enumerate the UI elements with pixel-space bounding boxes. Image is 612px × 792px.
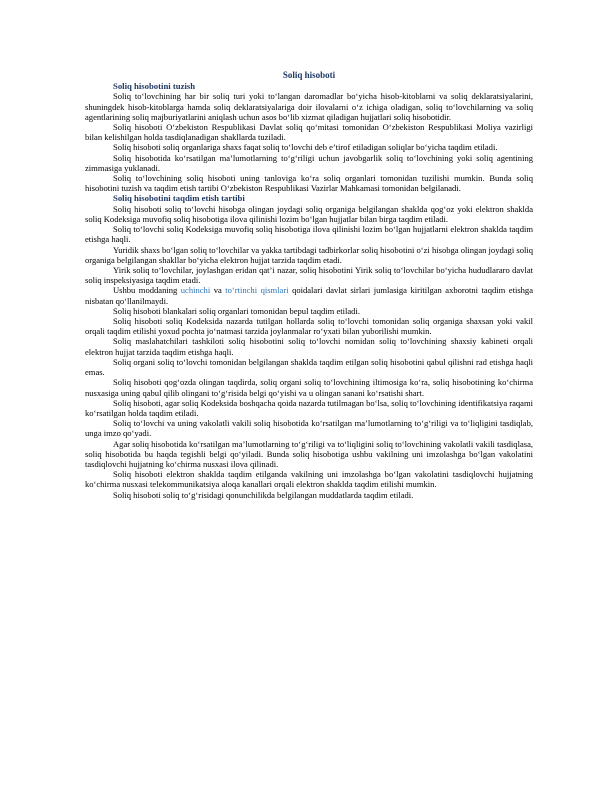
paragraph: Soliq hisoboti blankalari soliq organlari tomonidan bepul taqdim etiladi. [113, 305, 360, 316]
paragraph: Soliq hisoboti O‘zbekiston Respublikasi Davlat soliq qo‘mitasi tomonidan O‘zbekiston Respublikasi Moliya vazirligi bilan kelishilgan holda tasdiqlanadigan shakllarda tuziladi. [85, 122, 533, 143]
paragraph: Soliq hisoboti soliq to‘lovchi hisobga olingan joydagi soliq organiga belgilangan shaklda qog‘oz yoki elektron shaklda soliq Kodeksiga muvofiq soliq hisobotiga ilova qilinishi lozim bo‘lgan hujjatlar bilan birga taqdim etiladi. [85, 203, 533, 225]
document-page [85, 70, 533, 500]
paragraph: Soliq to‘lovchi soliq Kodeksiga muvofiq soliq hisobotiga ilova qilinishi lozim bo‘lgan hujjatlarni elektron shaklda taqdim etishga haqli. [85, 224, 533, 245]
paragraph: Soliq to‘lovchi va uning vakolatli vakili soliq hisobotida ko‘rsatilgan ma’lumotlarning to‘g‘riligi va to‘liqligini tasdiqlab, unga imzo qo‘yadi. [85, 418, 533, 439]
section-heading-composing: Soliq hisobotini tuzish [113, 81, 196, 91]
paragraph: Soliq hisoboti qog‘ozda olingan taqdirda, soliq organi soliq to‘lovchining iltimosiga ko‘ra, soliq hisobotining ko‘chirma nusxasiga uning qabul qilib olingani to‘g‘risida belgi qo‘yishi va u olingan sanani ko‘rsatishi shart. [85, 377, 533, 398]
paragraph-with-links [85, 285, 533, 305]
link-fourth-part[interactable]: to‘rtinchi qismlari [225, 285, 289, 296]
paragraph: Soliq maslahatchilari tashkiloti soliq hisobotini soliq to‘lovchi nomidan soliq to‘lovchining shaxsiy kabineti orqali elektron hujjat tarzida taqdim etishga haqli. [85, 336, 533, 357]
paragraph: Soliq organi soliq to‘lovchi tomonidan belgilangan shaklda taqdim etilgan soliq hisobotini qabul qilishni rad etishga haqli emas. [85, 356, 533, 378]
paragraph: Soliq hisoboti soliq to‘g‘risidagi qonunchilikda belgilangan muddatlarda taqdim etiladi. [113, 489, 414, 500]
paragraph: Yirik soliq to‘lovchilar, joylashgan eridan qat’i nazar, soliq hisobotini Yirik soliq to‘lovchilar bo‘yicha hududlararo davlat soliq inspeksiyasiga taqdim etadi. [85, 265, 533, 286]
link-paragraph-after: qoidalari davlat sirlari jumlasiga kiritilgan axborotni taqdim etishga nisbatan qo‘llanilmaydi. [85, 285, 533, 306]
paragraph: Yuridik shaxs bo‘lgan soliq to‘lovchilar va yakka tartibdagi tadbirkorlar soliq hisobotini o‘zi hisobga olingan joydagi soliq organiga belgilangan shakllar bo‘yicha elektron hujjat tarzida taqdim etadi. [85, 244, 533, 265]
document-title: Soliq hisoboti [282, 70, 336, 80]
paragraph: Soliq hisoboti, agar soliq Kodeksida boshqacha qoida nazarda tutilmagan bo‘lsa, soliq to‘lovchining identifikatsiya raqami ko‘rsatilgan holda taqdim etiladi. [85, 397, 533, 418]
link-paragraph-middle: va [210, 285, 226, 296]
paragraph: Soliq hisoboti elektron shaklda taqdim etilganda vakilning uni imzolashga bo‘lgan vakolatini tasdiqlovchi hujjatning ko‘chirma nusxasi telekommunikatsiya aloqa kanallari orqali elektron shaklda taqdim etilishi mumkin. [85, 469, 533, 490]
section-heading-submission: Soliq hisobotini taqdim etish tartibi [113, 193, 245, 204]
paragraph: Soliq to‘lovchining soliq hisoboti uning tanloviga ko‘ra soliq organlari tomonidan tuzilishi mumkin. Bunda soliq hisobotini tuzish va taqdim etish tartibi O‘zbekiston Respublikasi Vazirlar Mahkamasi tomonidan belgilanadi. [85, 173, 533, 194]
paragraph: Soliq hisobotida ko‘rsatilgan ma’lumotlarning to‘g‘riligi uchun javobgarlik soliq to‘lovchining yoki soliq agentining zimmasiga yuklanadi. [85, 152, 533, 173]
link-paragraph-before: Ushbu moddaning [113, 285, 181, 296]
paragraph: Agar soliq hisobotida ko‘rsatilgan ma’lumotlarning to‘g‘riligi va to‘liqligini soliq to‘lovchining vakolatli vakili tasdiqlasa, soliq hisobotida bu haqda tegishli belgi qo‘yiladi. Bunda soliq hisobotiga ushbu vakilning uni imzolashga bo‘lgan vakolatini tasdiqlovchi hujjatning ko‘chirma nusxasi ilova qilinadi. [85, 438, 533, 469]
link-third-part[interactable]: uchinchi [180, 285, 211, 296]
paragraph: Soliq hisoboti soliq Kodeksida nazarda tutilgan hollarda soliq to‘lovchi tomonidan soliq organiga shaxsan yoki vakil orqali taqdim etilishi yoxud pochta jo‘natmasi tarzida joylanmalar ro‘yxati bilan yuborilishi mumkin. [85, 316, 533, 337]
paragraph: Soliq to‘lovchining har bir soliq turi yoki to‘langan daromadlar bo‘yicha hisob-kitoblarni va soliq deklaratsiyalarini, shuningdek hisob-kitoblarga hamda soliq deklaratsiyalariga doir ilovalarni o‘z ichiga oladigan, soliq to‘lovchilarning va soliq agentlarining soliq majburiyatlarini aniqlash uchun asos bo‘lib xizmat qiladigan hujjatlari soliq hisobotidir. [85, 91, 533, 122]
paragraph: Soliq hisoboti soliq organlariga shaxs faqat soliq to‘lovchi deb e’tirof etiladigan soliqlar bo‘yicha taqdim etiladi. [113, 142, 498, 153]
